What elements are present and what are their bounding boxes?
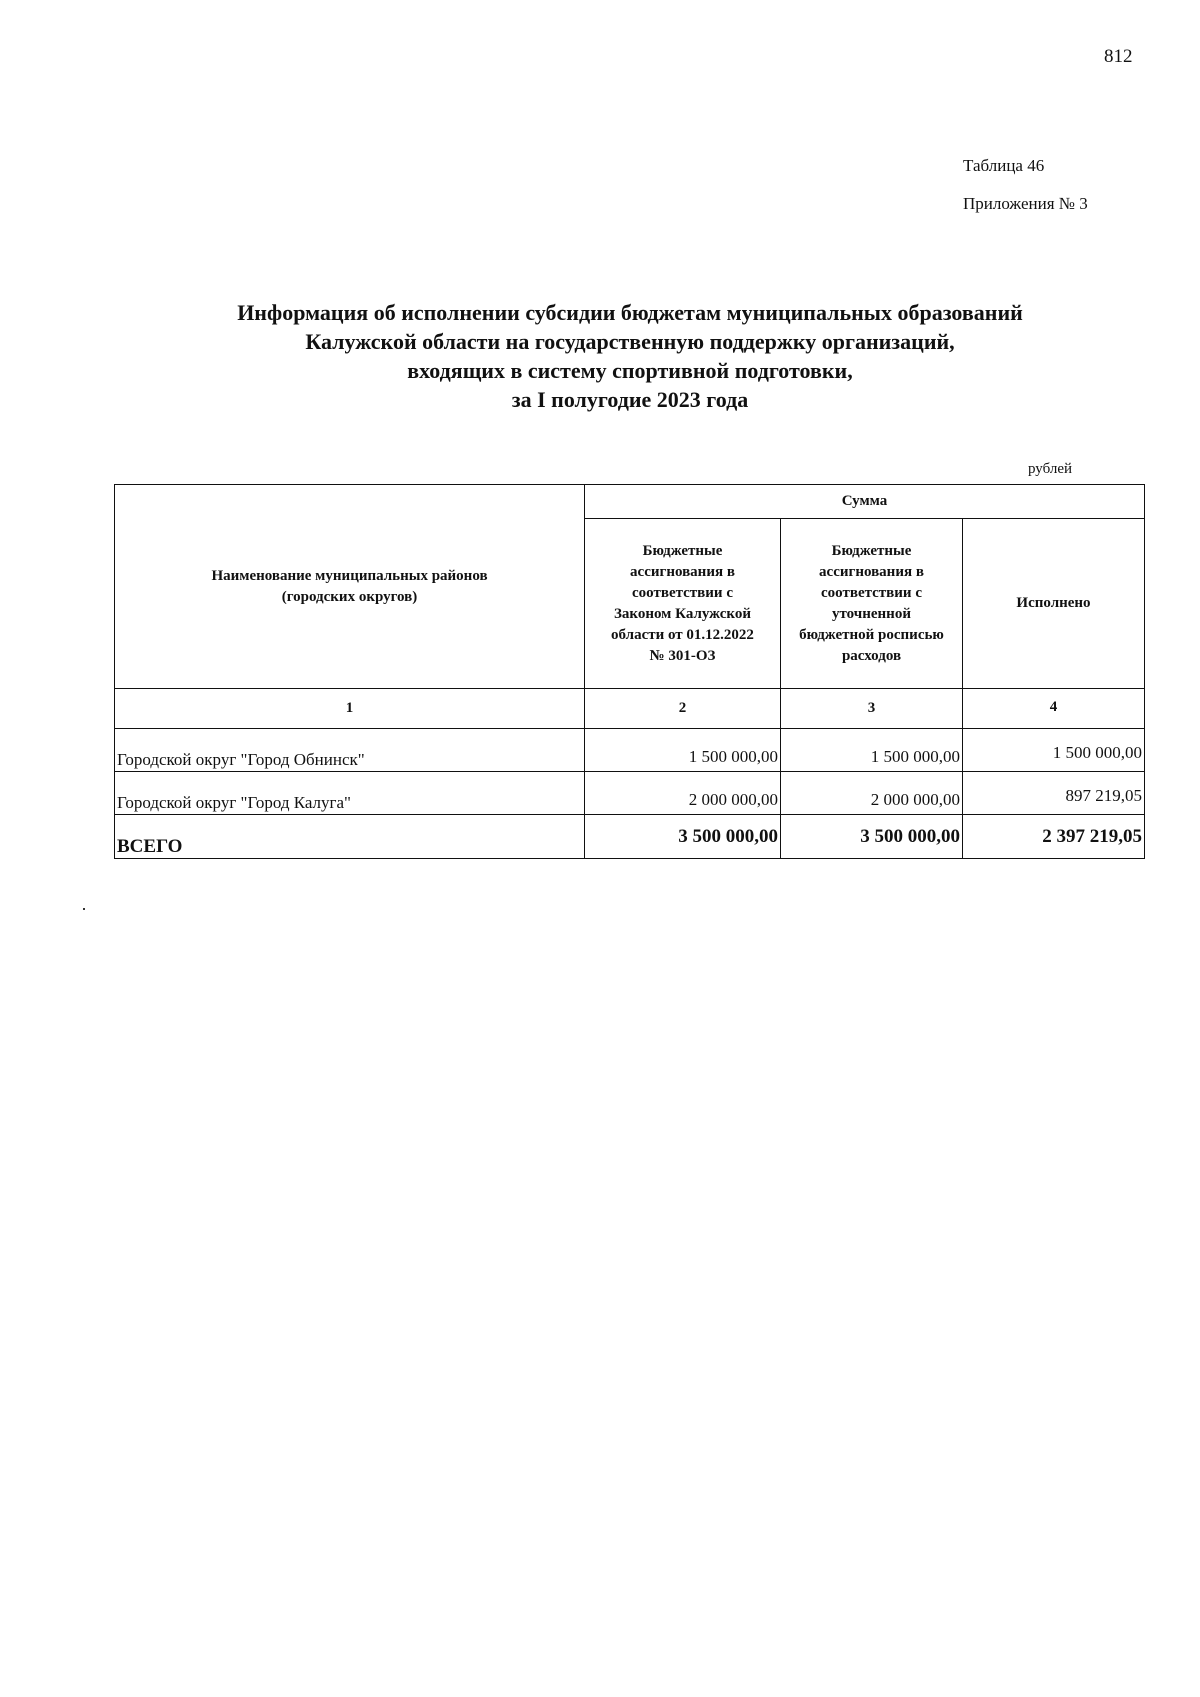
column-number: 1: [115, 689, 585, 729]
document-title: [130, 298, 1130, 414]
header-municipality-line: (городских округов): [281, 588, 418, 605]
header-line: области от 01.12.2022: [611, 626, 754, 643]
page-number: 812: [1104, 46, 1133, 67]
header-line: Бюджетные: [831, 542, 912, 559]
column-number: 3: [781, 689, 963, 729]
header-law-allocations: [585, 519, 781, 689]
total-label: ВСЕГО: [115, 815, 585, 859]
header-executed: Исполнено: [963, 519, 1145, 689]
title-line: за I полугодие 2023 года: [511, 387, 749, 412]
units-label: рублей: [1028, 461, 1073, 477]
appendix-reference: Приложения № 3: [963, 194, 1088, 213]
header-line: расходов: [841, 647, 902, 664]
header-line: ассигнования в: [819, 563, 924, 580]
header-refined-allocations: [781, 519, 963, 689]
refined-allocation-value: 1 500 000,00: [781, 729, 963, 772]
scan-speck: [83, 908, 85, 910]
header-municipality: [115, 485, 585, 689]
header-line: уточненной: [832, 605, 911, 622]
municipality-name: Городской округ "Город Калуга": [115, 772, 585, 815]
title-line: Калужской области на государственную поддержку организаций,: [305, 329, 955, 354]
header-line: соответствии с: [821, 584, 922, 601]
law-allocation-value: 1 500 000,00: [585, 729, 781, 772]
subsidy-table: [114, 484, 1145, 859]
total-row: [115, 815, 1145, 859]
header-line: Законом Калужской: [613, 605, 752, 622]
column-number: 2: [585, 689, 781, 729]
law-allocation-value: 2 000 000,00: [585, 772, 781, 815]
total-refined-allocation: 3 500 000,00: [781, 815, 963, 859]
header-line: № 301-ОЗ: [649, 647, 716, 664]
title-line: входящих в систему спортивной подготовки,: [407, 358, 853, 383]
executed-value: 1 500 000,00: [963, 729, 1145, 772]
executed-value: 897 219,05: [963, 772, 1145, 815]
header-sum: Сумма: [585, 485, 1145, 519]
header-line: соответствии с: [632, 584, 733, 601]
header-municipality-line: Наименование муниципальных районов: [211, 567, 488, 584]
refined-allocation-value: 2 000 000,00: [781, 772, 963, 815]
column-number: 4: [963, 689, 1145, 729]
header-line: ассигнования в: [630, 563, 735, 580]
total-law-allocation: 3 500 000,00: [585, 815, 781, 859]
total-executed: 2 397 219,05: [963, 815, 1145, 859]
title-line: Информация об исполнении субсидии бюджетам муниципальных образований: [237, 300, 1023, 325]
municipality-name: Городской округ "Город Обнинск": [115, 729, 585, 772]
header-line: Бюджетные: [642, 542, 723, 559]
table-row: [115, 729, 1145, 772]
table-reference: Таблица 46: [963, 156, 1045, 175]
header-line: бюджетной росписью: [799, 626, 944, 643]
table-row: [115, 772, 1145, 815]
